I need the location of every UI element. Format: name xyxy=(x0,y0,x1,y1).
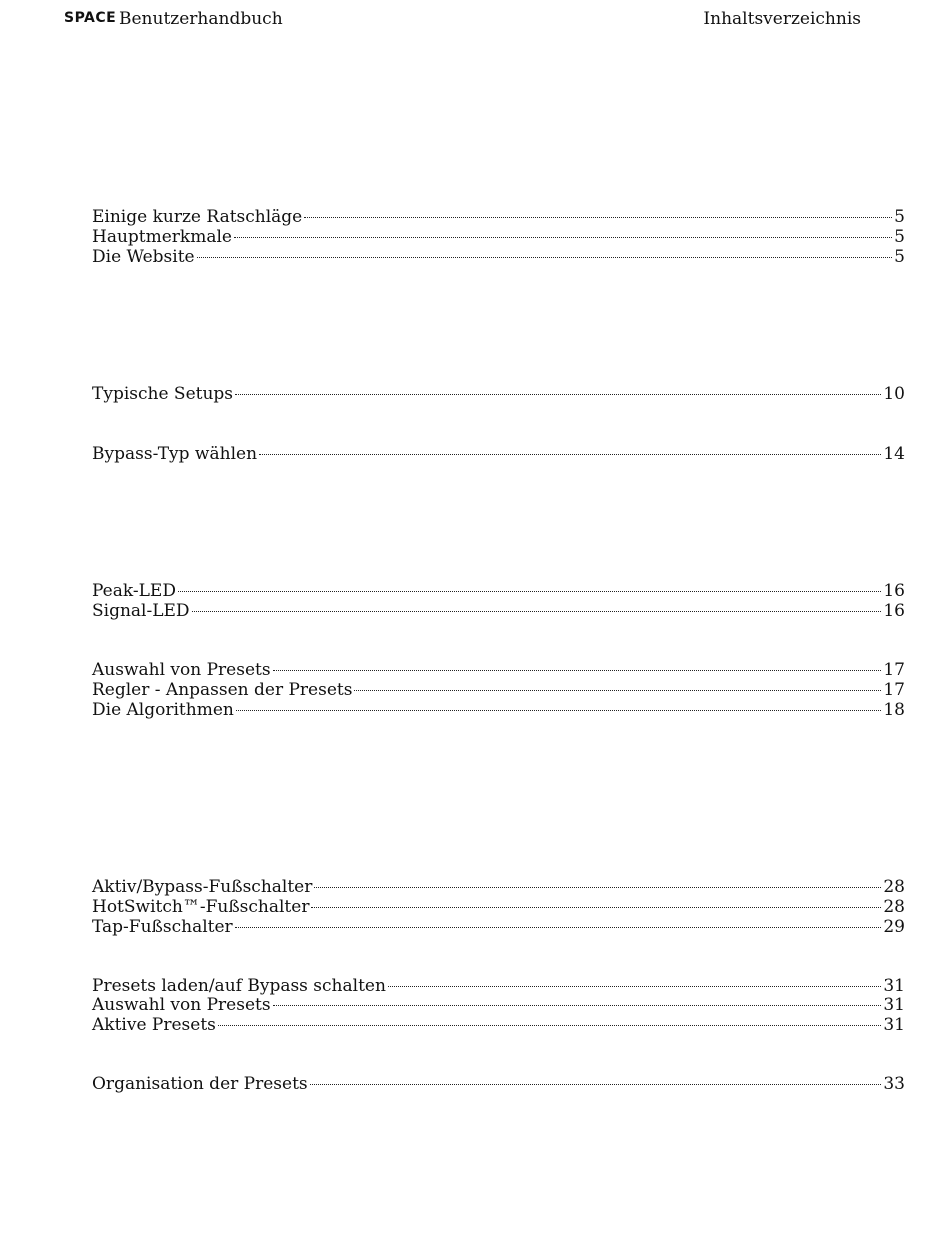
dot-leader xyxy=(388,986,881,987)
dot-leader xyxy=(235,927,882,928)
toc-entry-label: Hauptmerkmale xyxy=(92,227,232,247)
section-title: Inhaltsverzeichnis xyxy=(703,9,861,29)
toc-entry-page: 28 xyxy=(883,897,905,917)
dot-leader xyxy=(273,1005,882,1006)
toc-entry-page: 5 xyxy=(894,227,905,247)
dot-leader xyxy=(259,454,881,455)
toc-entry[interactable] xyxy=(92,995,905,1016)
toc-entry-label: Typische Setups xyxy=(92,384,234,404)
dot-leader xyxy=(310,1084,882,1085)
toc-entry-page: 16 xyxy=(883,601,905,621)
toc-entry[interactable] xyxy=(92,897,905,918)
toc-entry[interactable] xyxy=(92,877,905,898)
toc-entry[interactable] xyxy=(92,660,905,681)
toc-entry[interactable] xyxy=(92,247,905,268)
toc-entry[interactable] xyxy=(92,601,905,622)
toc-entry-page: 33 xyxy=(883,1074,905,1094)
toc-entry-label: Bypass-Typ wählen xyxy=(92,444,258,464)
toc-entry[interactable] xyxy=(92,680,905,701)
toc-entry-label: Einige kurze Ratschläge xyxy=(92,207,303,227)
toc-entry-page: 29 xyxy=(883,917,905,937)
dot-leader xyxy=(314,887,881,888)
toc-entry-page: 31 xyxy=(883,976,905,996)
toc-entry-label: Die Website xyxy=(92,247,195,267)
toc-entry-page: 17 xyxy=(883,660,905,680)
toc-entry-label: Aktive Presets xyxy=(92,1015,216,1035)
toc-entry-page: 17 xyxy=(883,680,905,700)
toc-entry-page: 14 xyxy=(883,444,905,464)
dot-leader xyxy=(304,217,892,218)
toc-entry-label: Aktiv/Bypass-Fußschalter xyxy=(92,877,313,897)
toc-entry-label: HotSwitch™-Fußschalter xyxy=(92,897,310,917)
toc-entry-page: 28 xyxy=(883,877,905,897)
dot-leader xyxy=(235,394,881,395)
dot-leader xyxy=(354,690,881,691)
dot-leader xyxy=(218,1025,881,1026)
toc-entry[interactable] xyxy=(92,444,905,465)
dot-leader xyxy=(192,611,882,612)
space-logo: SPACE xyxy=(64,10,117,26)
dot-leader xyxy=(236,710,882,711)
toc-entry[interactable] xyxy=(92,227,905,248)
toc-entry[interactable] xyxy=(92,976,905,997)
toc-entry-label: Presets laden/auf Bypass schalten xyxy=(92,976,386,996)
toc-entry-label: Peak-LED xyxy=(92,581,176,601)
toc-entry-page: 31 xyxy=(883,995,905,1015)
toc-entry[interactable] xyxy=(92,700,905,721)
toc-entry-label: Signal-LED xyxy=(92,601,190,621)
dot-leader xyxy=(311,907,881,908)
toc-entry[interactable] xyxy=(92,581,905,602)
toc-entry[interactable] xyxy=(92,1074,905,1095)
toc-entry-page: 5 xyxy=(894,207,905,227)
toc-entry-label: Die Algorithmen xyxy=(92,700,234,720)
toc-entry-label: Regler - Anpassen der Presets xyxy=(92,680,353,700)
toc-entry-page: 10 xyxy=(883,384,905,404)
toc-entry-page: 31 xyxy=(883,1015,905,1035)
toc-entry-label: Organisation der Presets xyxy=(92,1074,308,1094)
toc-entry-label: Auswahl von Presets xyxy=(92,995,271,1015)
toc-entry[interactable] xyxy=(92,207,905,228)
toc-entry-page: 16 xyxy=(883,581,905,601)
dot-leader xyxy=(197,257,893,258)
toc-entry-page: 5 xyxy=(894,247,905,267)
dot-leader xyxy=(273,670,882,671)
toc-entry[interactable] xyxy=(92,917,905,938)
toc-entry-label: Auswahl von Presets xyxy=(92,660,271,680)
dot-leader xyxy=(234,237,892,238)
page-header xyxy=(0,8,950,32)
toc-entry-page: 18 xyxy=(883,700,905,720)
document-title: Benutzerhandbuch xyxy=(119,9,283,29)
toc-entry[interactable] xyxy=(92,384,905,405)
toc-entry-label: Tap-Fußschalter xyxy=(92,917,233,937)
toc-entry[interactable] xyxy=(92,1015,905,1036)
dot-leader xyxy=(178,591,881,592)
